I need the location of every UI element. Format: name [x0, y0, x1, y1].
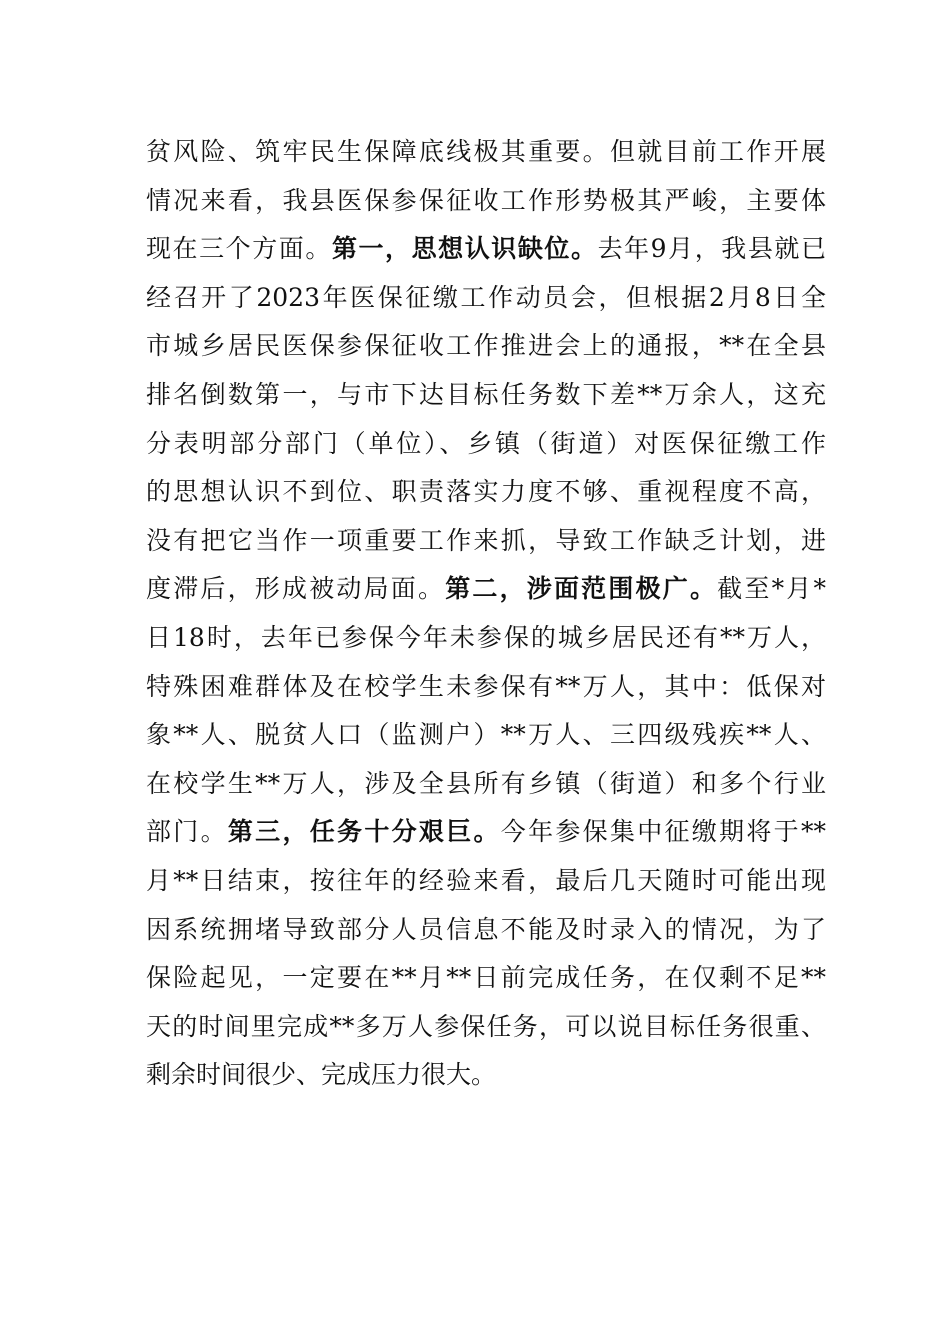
text-run: 因系统拥堵导致部分人员信息不能及时录入的情况，为了	[146, 914, 826, 944]
text-line	[146, 760, 826, 809]
text-line	[146, 565, 826, 614]
text-line	[146, 954, 826, 1003]
text-run: 贫风险、筑牢民生保障底线极其重要。但就目前工作开展	[146, 137, 826, 166]
text-run: 特殊困难群体及在校学生未参保有**万人，其中：低保对	[146, 671, 826, 701]
text-run: 经召开了2023年医保征缴工作动员会，但根据2月8日全	[146, 282, 826, 312]
text-line	[146, 906, 826, 955]
bold-heading-run: 第二，涉面范围极广。	[445, 574, 718, 604]
text-run: 截至*月*	[717, 574, 826, 604]
body-paragraph	[146, 128, 826, 1100]
text-run: 保险起见，一定要在**月**日前完成任务，在仅剩不足**	[146, 963, 826, 993]
text-run: 去年9月，我县就已	[597, 234, 826, 264]
bold-heading-run: 第三，任务十分艰巨。	[227, 817, 501, 847]
text-run: 部门。	[146, 817, 228, 847]
text-line	[146, 225, 826, 274]
text-line	[146, 322, 826, 371]
text-run: 现在三个方面。	[146, 234, 332, 264]
text-line	[146, 128, 826, 177]
text-line	[146, 1003, 826, 1052]
text-run: 剩余时间很少、完成压力很大。	[146, 1060, 497, 1090]
text-line	[146, 420, 826, 469]
text-line	[146, 468, 826, 517]
text-run: 在校学生**万人，涉及全县所有乡镇（街道）和多个行业	[146, 768, 826, 798]
text-line	[146, 808, 826, 857]
text-run: 没有把它当作一项重要工作来抓，导致工作缺乏计划，进	[146, 525, 826, 555]
text-run: 度滞后，形成被动局面。	[146, 574, 446, 604]
text-run: 象**人、脱贫人口（监测户）**万人、三四级残疾**人、	[146, 720, 826, 750]
text-run: 今年参保集中征缴期将于**	[500, 817, 826, 847]
text-line	[146, 614, 826, 663]
text-line	[146, 663, 826, 712]
text-run: 的思想认识不到位、职责落实力度不够、重视程度不高，	[146, 477, 826, 507]
text-run: 分表明部分部门（单位）、乡镇（街道）对医保征缴工作	[146, 428, 826, 458]
text-line	[146, 371, 826, 420]
text-run: 天的时间里完成**多万人参保任务，可以说目标任务很重、	[146, 1011, 826, 1041]
text-run: 日18时，去年已参保今年未参保的城乡居民还有**万人，	[146, 622, 826, 652]
text-line	[146, 857, 826, 906]
text-run: 排名倒数第一，与市下达目标任务数下差**万余人，这充	[146, 379, 826, 409]
text-line	[146, 177, 826, 226]
text-run: 情况来看，我县医保参保征收工作形势极其严峻，主要体	[146, 185, 826, 215]
text-run: 月**日结束，按往年的经验来看，最后几天随时可能出现	[146, 865, 826, 895]
text-line	[146, 711, 826, 760]
bold-heading-run: 第一，思想认识缺位。	[331, 234, 598, 264]
text-line	[146, 274, 826, 323]
text-line	[146, 517, 826, 566]
text-line	[146, 1051, 826, 1100]
text-run: 市城乡居民医保参保征收工作推进会上的通报，**在全县	[146, 331, 826, 361]
